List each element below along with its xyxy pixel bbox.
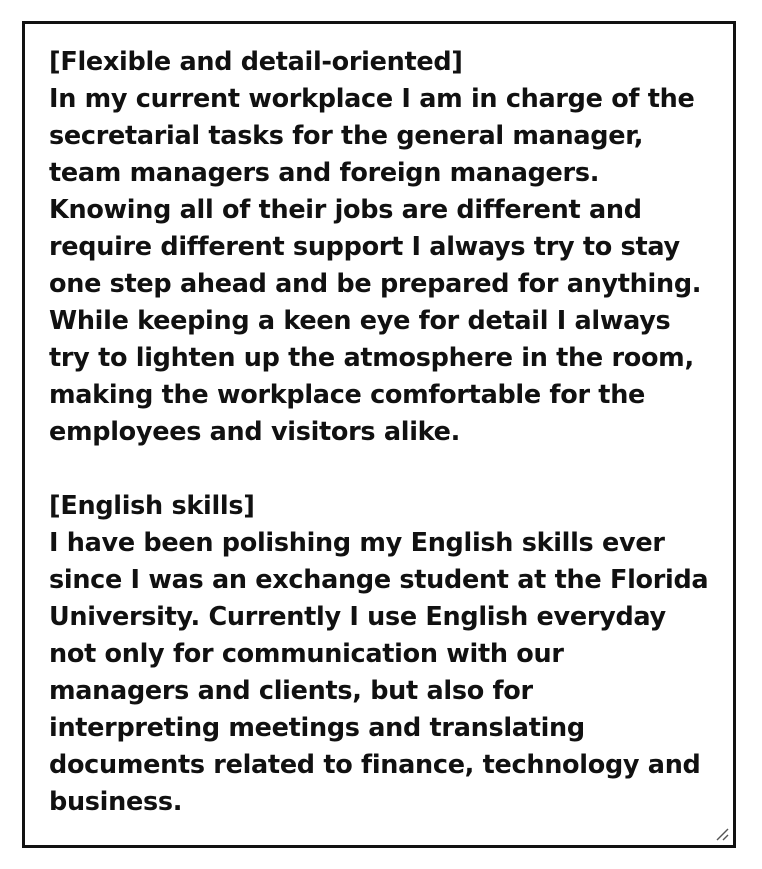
text-line: one step ahead and be prepared for anything.	[49, 269, 702, 299]
paragraph-heading-flexible: [Flexible and detail-oriented]	[49, 47, 463, 77]
text-line: business.	[49, 787, 183, 817]
text-line: team managers and foreign managers.	[49, 158, 600, 188]
text-line: Knowing all of their jobs are different and	[49, 195, 642, 225]
blank-line	[49, 451, 711, 488]
text-line: employees and visitors alike.	[49, 417, 461, 447]
text-line: require different support I always try to stay	[49, 232, 680, 262]
text-line: making the workplace comfortable for the	[49, 380, 646, 410]
paragraph-heading-english: [English skills]	[49, 491, 255, 521]
text-line: In my current workplace I am in charge of the	[49, 84, 695, 114]
text-line: documents related to finance, technology and	[49, 750, 701, 780]
text-line: secretarial tasks for the general manager,	[49, 121, 644, 151]
text-line: try to lighten up the atmosphere in the room,	[49, 343, 694, 373]
text-line: managers and clients, but also for	[49, 676, 533, 706]
text-line: not only for communication with our	[49, 639, 564, 669]
self-pr-textarea[interactable]	[22, 21, 736, 848]
resize-grip-icon[interactable]	[713, 825, 729, 841]
text-line: University. Currently I use English everyday	[49, 602, 666, 632]
text-line: While keeping a keen eye for detail I always	[49, 306, 671, 336]
text-line: I have been polishing my English skills ever	[49, 528, 665, 558]
text-line: interpreting meetings and translating	[49, 713, 585, 743]
text-line: since I was an exchange student at the Florida	[49, 565, 709, 595]
